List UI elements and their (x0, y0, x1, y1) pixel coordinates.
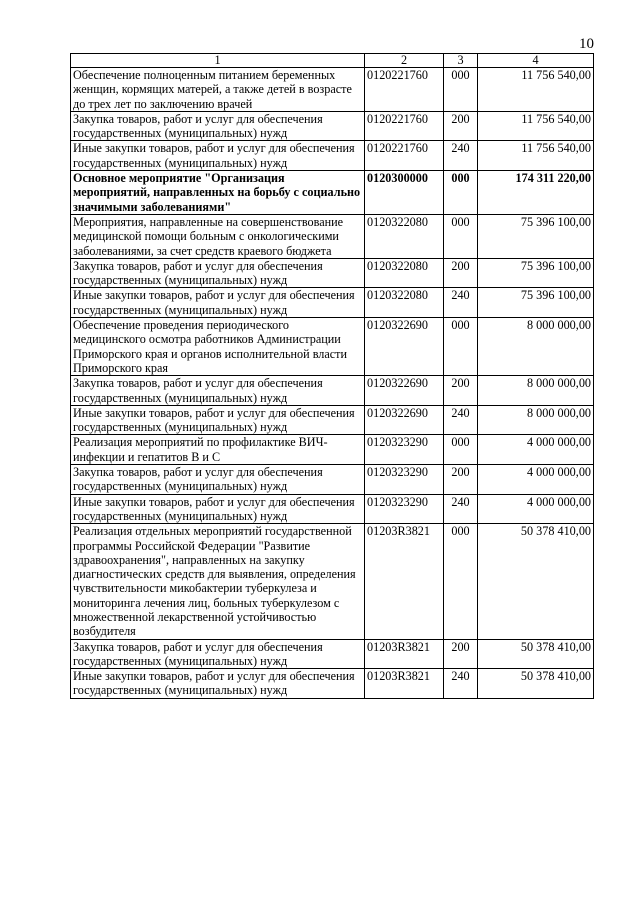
table-row (71, 214, 594, 258)
header-col-4: 4 (478, 54, 594, 68)
row-type-cell: 000 (444, 214, 478, 258)
budget-table-header (71, 54, 594, 68)
row-name-cell: Реализация отдельных мероприятий государственной программы Российской Федерации "Развитие здравоохранения", направленных на закупку диагностических средств для выявления, определения чувствительности микобактерии туберкулеза и мониторинга лечения лиц, больных туберкулезом с множественной лекарственной устойчивостью возбудителя (71, 524, 365, 639)
row-code-cell: 0120323290 (365, 435, 444, 465)
row-name-cell: Закупка товаров, работ и услуг для обеспечения государственных (муниципальных) нужд (71, 639, 365, 669)
row-amount-cell: 8 000 000,00 (478, 405, 594, 435)
table-row (71, 669, 594, 699)
row-amount-cell: 50 378 410,00 (478, 524, 594, 639)
row-name-cell: Иные закупки товаров, работ и услуг для обеспечения государственных (муниципальных) нужд (71, 494, 365, 524)
row-code-cell: 0120221760 (365, 68, 444, 112)
row-name-cell: Мероприятия, направленные на совершенствование медицинской помощи больным с онкологическими заболеваниями, за счет средств краевого бюджета (71, 214, 365, 258)
row-type-cell: 200 (444, 639, 478, 669)
row-amount-cell: 75 396 100,00 (478, 258, 594, 288)
row-code-cell: 01203R3821 (365, 669, 444, 699)
row-amount-cell: 11 756 540,00 (478, 68, 594, 112)
row-code-cell: 0120322080 (365, 258, 444, 288)
row-amount-cell: 50 378 410,00 (478, 639, 594, 669)
row-type-cell: 240 (444, 494, 478, 524)
row-amount-cell: 4 000 000,00 (478, 465, 594, 495)
row-type-cell: 200 (444, 258, 478, 288)
row-type-cell: 000 (444, 435, 478, 465)
row-code-cell: 0120322690 (365, 318, 444, 376)
table-row (71, 494, 594, 524)
row-code-cell: 0120323290 (365, 494, 444, 524)
row-code-cell: 0120322080 (365, 288, 444, 318)
row-name-cell: Основное мероприятие "Организация мероприятий, направленных на борьбу с социально значимыми заболеваниями" (71, 171, 365, 215)
header-col-3: 3 (444, 54, 478, 68)
row-name-cell: Закупка товаров, работ и услуг для обеспечения государственных (муниципальных) нужд (71, 258, 365, 288)
budget-table-body (71, 68, 594, 699)
header-row (71, 54, 594, 68)
row-amount-cell: 50 378 410,00 (478, 669, 594, 699)
row-name-cell: Иные закупки товаров, работ и услуг для обеспечения государственных (муниципальных) нужд (71, 669, 365, 699)
row-name-cell: Обеспечение проведения периодического медицинского осмотра работников Администрации Приморского края и органов исполнительной власти Приморского края (71, 318, 365, 376)
row-type-cell: 000 (444, 171, 478, 215)
row-type-cell: 240 (444, 288, 478, 318)
row-name-cell: Иные закупки товаров, работ и услуг для обеспечения государственных (муниципальных) нужд (71, 405, 365, 435)
table-row (71, 111, 594, 141)
row-name-cell: Реализация мероприятий по профилактике ВИЧ-инфекции и гепатитов В и С (71, 435, 365, 465)
row-code-cell: 0120300000 (365, 171, 444, 215)
table-row (71, 141, 594, 171)
table-row (71, 524, 594, 639)
row-type-cell: 240 (444, 405, 478, 435)
row-name-cell: Иные закупки товаров, работ и услуг для обеспечения государственных (муниципальных) нужд (71, 288, 365, 318)
header-col-1: 1 (71, 54, 365, 68)
row-name-cell: Иные закупки товаров, работ и услуг для обеспечения государственных (муниципальных) нужд (71, 141, 365, 171)
row-amount-cell: 11 756 540,00 (478, 141, 594, 171)
row-amount-cell: 174 311 220,00 (478, 171, 594, 215)
row-name-cell: Закупка товаров, работ и услуг для обеспечения государственных (муниципальных) нужд (71, 111, 365, 141)
row-code-cell: 01203R3821 (365, 524, 444, 639)
row-amount-cell: 4 000 000,00 (478, 435, 594, 465)
row-type-cell: 000 (444, 318, 478, 376)
table-row (71, 171, 594, 215)
row-code-cell: 0120322690 (365, 376, 444, 406)
row-type-cell: 200 (444, 376, 478, 406)
row-code-cell: 0120322690 (365, 405, 444, 435)
row-amount-cell: 75 396 100,00 (478, 214, 594, 258)
row-amount-cell: 8 000 000,00 (478, 376, 594, 406)
row-type-cell: 240 (444, 669, 478, 699)
table-row (71, 639, 594, 669)
budget-table (70, 53, 594, 699)
row-amount-cell: 4 000 000,00 (478, 494, 594, 524)
table-row (71, 288, 594, 318)
row-code-cell: 0120221760 (365, 111, 444, 141)
header-col-2: 2 (365, 54, 444, 68)
row-name-cell: Закупка товаров, работ и услуг для обеспечения государственных (муниципальных) нужд (71, 465, 365, 495)
page-number: 10 (579, 36, 594, 52)
row-name-cell: Закупка товаров, работ и услуг для обеспечения государственных (муниципальных) нужд (71, 376, 365, 406)
row-code-cell: 0120322080 (365, 214, 444, 258)
table-row (71, 465, 594, 495)
table-row (71, 405, 594, 435)
row-amount-cell: 8 000 000,00 (478, 318, 594, 376)
table-row (71, 376, 594, 406)
table-row (71, 435, 594, 465)
row-type-cell: 000 (444, 524, 478, 639)
row-type-cell: 200 (444, 111, 478, 141)
row-code-cell: 0120323290 (365, 465, 444, 495)
row-type-cell: 240 (444, 141, 478, 171)
row-code-cell: 01203R3821 (365, 639, 444, 669)
table-row (71, 68, 594, 112)
row-amount-cell: 11 756 540,00 (478, 111, 594, 141)
row-type-cell: 200 (444, 465, 478, 495)
row-code-cell: 0120221760 (365, 141, 444, 171)
row-type-cell: 000 (444, 68, 478, 112)
table-row (71, 318, 594, 376)
row-amount-cell: 75 396 100,00 (478, 288, 594, 318)
table-row (71, 258, 594, 288)
row-name-cell: Обеспечение полноценным питанием беременных женщин, кормящих матерей, а также детей в возрасте до трех лет по заключению врачей (71, 68, 365, 112)
